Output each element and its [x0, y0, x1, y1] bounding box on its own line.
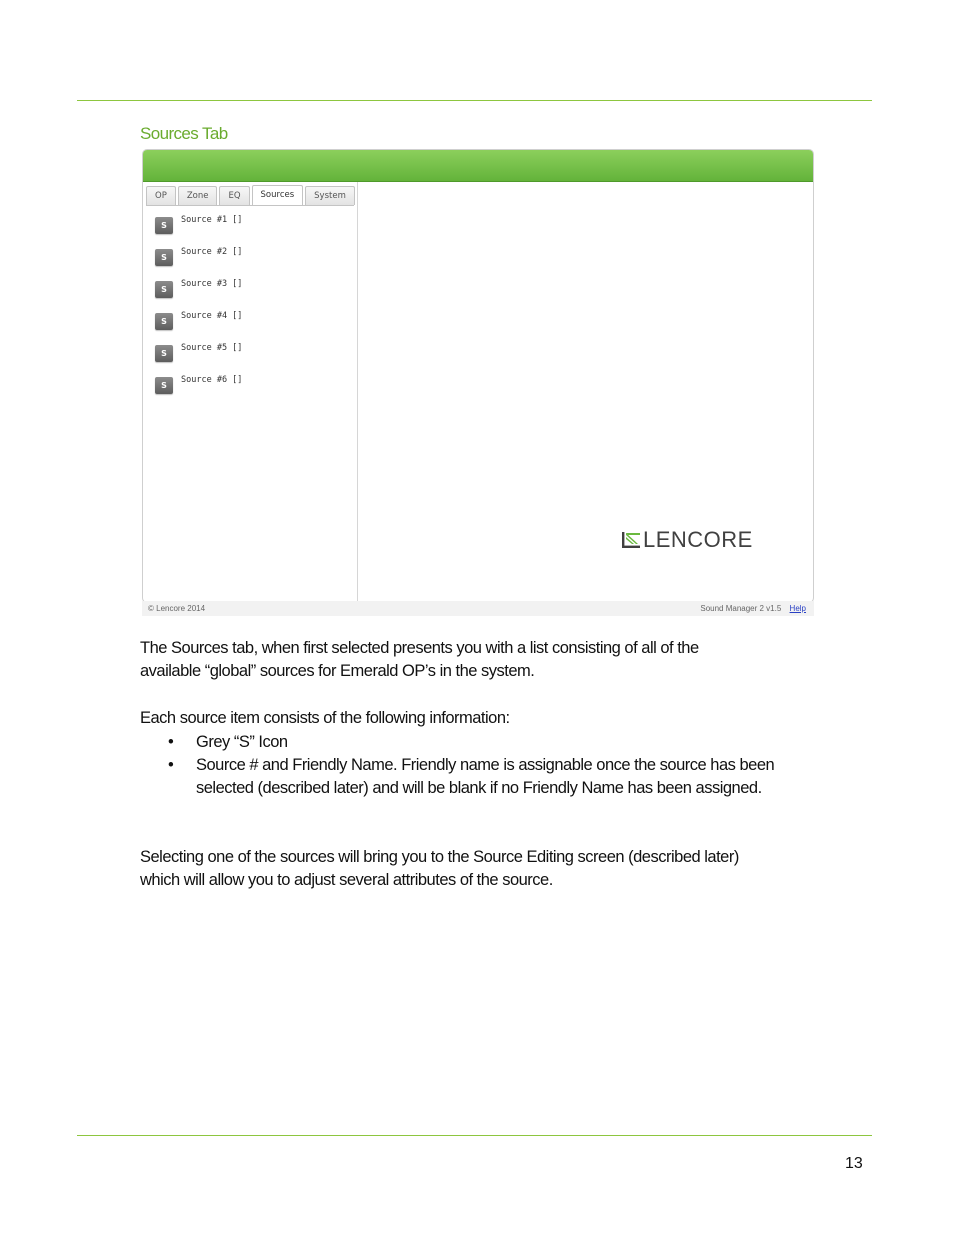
app-footer: [142, 601, 814, 616]
bullet-mark: •: [168, 756, 174, 774]
source-s-icon: S: [155, 249, 173, 266]
tab-op[interactable]: OP: [146, 186, 176, 205]
version-text: Sound Manager 2 v1.5: [700, 604, 782, 613]
source-label: Source #3 []: [181, 279, 243, 289]
footer-right: [700, 604, 806, 613]
bullet-mark: •: [168, 733, 174, 751]
page-number: 13: [845, 1155, 863, 1172]
logo-text: LENCORE: [643, 527, 753, 552]
intro-line-1: The Sources tab, when first selected presents you with a list consisting of all of the: [140, 639, 699, 657]
source-label: Source #1 []: [181, 215, 243, 225]
copyright-text: © Lencore 2014: [148, 604, 206, 613]
tab-zone[interactable]: Zone: [178, 186, 218, 205]
intro-paragraph: [140, 637, 820, 683]
source-s-icon: S: [155, 377, 173, 394]
closing-paragraph: [140, 846, 820, 892]
closing-line-1: Selecting one of the sources will bring you to the Source Editing screen (described later): [140, 848, 739, 866]
source-s-icon: S: [155, 345, 173, 362]
sidebar: [143, 182, 358, 602]
source-label: Source #4 []: [181, 311, 243, 321]
footer-rule: [77, 1135, 872, 1136]
source-label: Source #2 []: [181, 247, 243, 257]
bullet-item: [140, 754, 820, 800]
bullet-list: [140, 731, 820, 800]
source-label: Source #6 []: [181, 375, 243, 385]
section-heading: Sources Tab: [140, 124, 228, 143]
lencore-logo: [622, 527, 753, 553]
tab-eq[interactable]: EQ: [219, 186, 249, 205]
tab-sources[interactable]: Sources: [252, 185, 304, 206]
app-screenshot: [142, 149, 814, 603]
closing-line-2: which will allow you to adjust several attributes of the source.: [140, 871, 553, 889]
tab-strip: [146, 186, 357, 206]
source-label: Source #5 []: [181, 343, 243, 353]
intro-line-2: available “global” sources for Emerald OP’s in the system.: [140, 662, 535, 680]
lencore-mark-icon: [622, 532, 640, 548]
tab-system[interactable]: System: [305, 186, 355, 205]
items-intro: Each source item consists of the following information:: [140, 709, 510, 727]
header-rule: [77, 100, 872, 101]
bullet-text: Source # and Friendly Name. Friendly name is assignable once the source has been selected (described later) and will be blank if no Friendly Name has been assigned.: [196, 756, 775, 797]
bullet-text: Grey “S” Icon: [196, 733, 288, 751]
source-s-icon: S: [155, 217, 173, 234]
tab-divider: [146, 205, 354, 206]
source-s-icon: S: [155, 281, 173, 298]
source-s-icon: S: [155, 313, 173, 330]
bullet-item: [140, 731, 820, 754]
help-link[interactable]: Help: [789, 604, 806, 613]
app-header-bar: [143, 150, 813, 182]
